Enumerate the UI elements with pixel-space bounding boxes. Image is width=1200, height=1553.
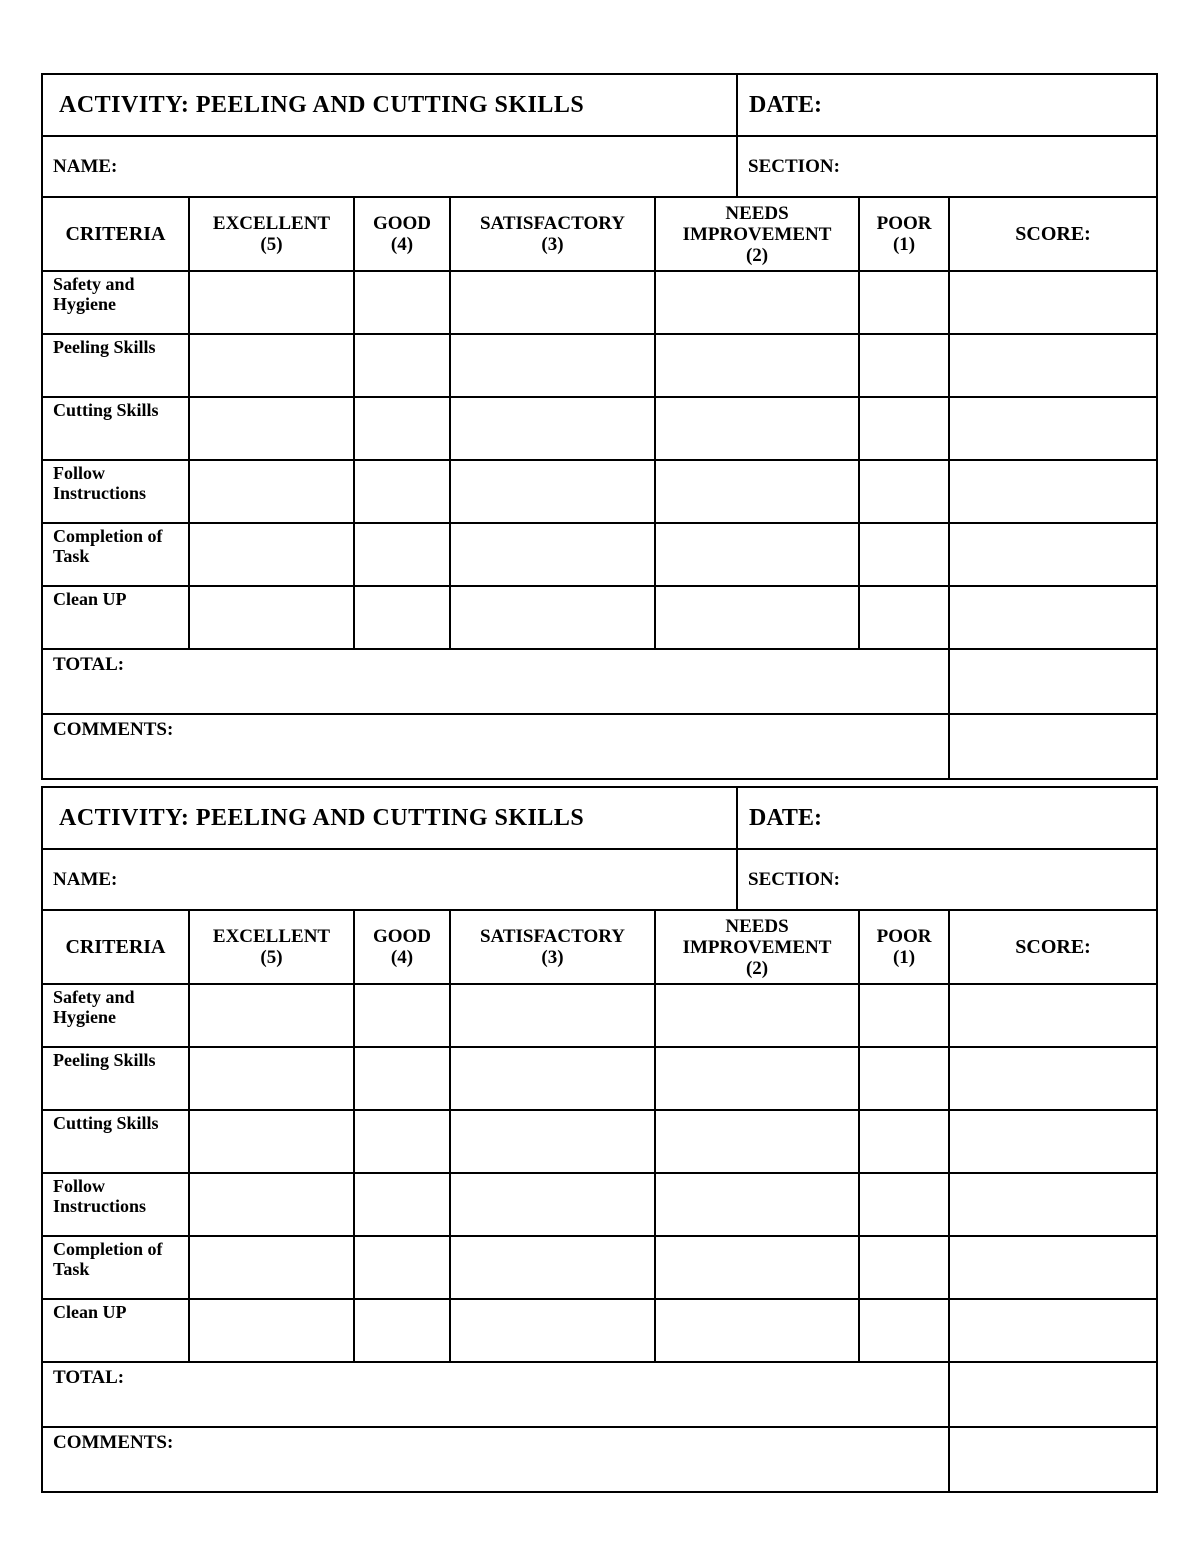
total-label: TOTAL:	[42, 649, 949, 714]
level-points: (4)	[390, 234, 414, 255]
needs-improvement-cell[interactable]	[655, 1173, 859, 1236]
excellent-header	[189, 197, 354, 271]
needs-improvement-cell[interactable]	[655, 460, 859, 523]
poor-header	[859, 197, 949, 271]
score-cell[interactable]	[949, 523, 1157, 586]
criterion-label: Follow Instructions	[42, 460, 189, 523]
level-label: NEEDS IMPROVEMENT	[682, 202, 832, 245]
level-label: SATISFACTORY	[479, 213, 626, 234]
poor-cell[interactable]	[859, 523, 949, 586]
needs-improvement-cell[interactable]	[655, 1236, 859, 1299]
level-points: (1)	[892, 234, 916, 255]
satisfactory-header	[450, 197, 655, 271]
needs-improvement-cell[interactable]	[655, 523, 859, 586]
level-points: (1)	[892, 947, 916, 968]
needs-improvement-header	[655, 910, 859, 984]
date-field[interactable]: DATE:	[737, 787, 1157, 849]
poor-cell[interactable]	[859, 1173, 949, 1236]
good-cell[interactable]	[354, 523, 450, 586]
level-label: POOR	[876, 213, 932, 234]
needs-improvement-cell[interactable]	[655, 271, 859, 334]
satisfactory-cell[interactable]	[450, 460, 655, 523]
table-row	[42, 984, 1157, 1047]
good-cell[interactable]	[354, 1110, 450, 1173]
excellent-cell[interactable]	[189, 1110, 354, 1173]
criterion-label: Clean UP	[42, 586, 189, 649]
rubric-form-1	[41, 73, 1156, 780]
satisfactory-cell[interactable]	[450, 1236, 655, 1299]
satisfactory-cell[interactable]	[450, 1173, 655, 1236]
poor-cell[interactable]	[859, 334, 949, 397]
table-row	[42, 1047, 1157, 1110]
table-row	[42, 460, 1157, 523]
level-label: GOOD	[372, 213, 432, 234]
level-label: NEEDS IMPROVEMENT	[682, 915, 832, 958]
criterion-label: Completion of Task	[42, 523, 189, 586]
score-cell[interactable]	[949, 397, 1157, 460]
excellent-cell[interactable]	[189, 1047, 354, 1110]
good-cell[interactable]	[354, 1299, 450, 1362]
satisfactory-cell[interactable]	[450, 271, 655, 334]
poor-cell[interactable]	[859, 984, 949, 1047]
date-field[interactable]: DATE:	[737, 74, 1157, 136]
comments-field[interactable]: COMMENTS:	[42, 1427, 949, 1492]
criterion-label: Follow Instructions	[42, 1173, 189, 1236]
good-cell[interactable]	[354, 397, 450, 460]
satisfactory-cell[interactable]	[450, 1110, 655, 1173]
needs-improvement-cell[interactable]	[655, 397, 859, 460]
criterion-label: Completion of Task	[42, 1236, 189, 1299]
excellent-cell[interactable]	[189, 523, 354, 586]
table-row	[42, 586, 1157, 649]
satisfactory-cell[interactable]	[450, 397, 655, 460]
satisfactory-cell[interactable]	[450, 1047, 655, 1110]
good-cell[interactable]	[354, 271, 450, 334]
good-cell[interactable]	[354, 1236, 450, 1299]
excellent-cell[interactable]	[189, 984, 354, 1047]
score-cell[interactable]	[949, 1236, 1157, 1299]
score-cell[interactable]	[949, 984, 1157, 1047]
good-cell[interactable]	[354, 334, 450, 397]
needs-improvement-cell[interactable]	[655, 1299, 859, 1362]
total-label: TOTAL:	[42, 1362, 949, 1427]
excellent-cell[interactable]	[189, 1173, 354, 1236]
score-cell[interactable]	[949, 1299, 1157, 1362]
level-points: (2)	[745, 957, 769, 979]
section-field[interactable]: SECTION:	[737, 136, 1157, 197]
score-cell[interactable]	[949, 460, 1157, 523]
criterion-label: Peeling Skills	[42, 1047, 189, 1110]
comments-score-cell[interactable]	[949, 714, 1157, 779]
good-header	[354, 197, 450, 271]
excellent-header	[189, 910, 354, 984]
activity-title: ACTIVITY: PEELING AND CUTTING SKILLS	[42, 74, 737, 136]
section-field[interactable]: SECTION:	[737, 849, 1157, 910]
satisfactory-cell[interactable]	[450, 586, 655, 649]
level-label: GOOD	[372, 926, 432, 947]
poor-cell[interactable]	[859, 1110, 949, 1173]
name-field[interactable]: NAME:	[42, 136, 737, 197]
excellent-cell[interactable]	[189, 397, 354, 460]
good-cell[interactable]	[354, 984, 450, 1047]
level-points: (5)	[260, 947, 283, 968]
table-row	[42, 1299, 1157, 1362]
good-cell[interactable]	[354, 586, 450, 649]
level-points: (3)	[541, 234, 564, 255]
criteria-header: CRITERIA	[42, 910, 189, 984]
table-row	[42, 334, 1157, 397]
good-cell[interactable]	[354, 1047, 450, 1110]
needs-improvement-cell[interactable]	[655, 984, 859, 1047]
good-cell[interactable]	[354, 460, 450, 523]
table-row	[42, 271, 1157, 334]
level-points: (3)	[541, 947, 564, 968]
rubric-form-2	[41, 786, 1156, 1493]
level-label: EXCELLENT	[212, 926, 331, 947]
needs-improvement-cell[interactable]	[655, 1047, 859, 1110]
comments-field[interactable]: COMMENTS:	[42, 714, 949, 779]
satisfactory-cell[interactable]	[450, 1299, 655, 1362]
excellent-cell[interactable]	[189, 1236, 354, 1299]
rubric-table	[41, 786, 1158, 1493]
satisfactory-cell[interactable]	[450, 984, 655, 1047]
criterion-label: Safety and Hygiene	[42, 984, 189, 1047]
criterion-label: Clean UP	[42, 1299, 189, 1362]
score-cell[interactable]	[949, 1047, 1157, 1110]
excellent-cell[interactable]	[189, 334, 354, 397]
score-cell[interactable]	[949, 271, 1157, 334]
table-row	[42, 1110, 1157, 1173]
level-label: SATISFACTORY	[479, 926, 626, 947]
satisfactory-cell[interactable]	[450, 334, 655, 397]
criterion-label: Safety and Hygiene	[42, 271, 189, 334]
needs-improvement-cell[interactable]	[655, 586, 859, 649]
poor-cell[interactable]	[859, 460, 949, 523]
level-points: (5)	[260, 234, 283, 255]
score-cell[interactable]	[949, 586, 1157, 649]
level-points: (2)	[745, 244, 769, 266]
score-cell[interactable]	[949, 1110, 1157, 1173]
satisfactory-cell[interactable]	[450, 523, 655, 586]
total-score-cell[interactable]	[949, 649, 1157, 714]
rubric-table	[41, 73, 1158, 780]
satisfactory-header	[450, 910, 655, 984]
poor-cell[interactable]	[859, 1236, 949, 1299]
poor-cell[interactable]	[859, 397, 949, 460]
name-field[interactable]: NAME:	[42, 849, 737, 910]
table-row	[42, 1173, 1157, 1236]
table-row	[42, 397, 1157, 460]
criteria-header: CRITERIA	[42, 197, 189, 271]
total-score-cell[interactable]	[949, 1362, 1157, 1427]
poor-cell[interactable]	[859, 1047, 949, 1110]
level-label: POOR	[876, 926, 932, 947]
poor-cell[interactable]	[859, 586, 949, 649]
criterion-label: Peeling Skills	[42, 334, 189, 397]
poor-cell[interactable]	[859, 271, 949, 334]
comments-score-cell[interactable]	[949, 1427, 1157, 1492]
score-header: SCORE:	[949, 910, 1157, 984]
score-header: SCORE:	[949, 197, 1157, 271]
excellent-cell[interactable]	[189, 460, 354, 523]
good-header	[354, 910, 450, 984]
table-row	[42, 523, 1157, 586]
excellent-cell[interactable]	[189, 586, 354, 649]
poor-cell[interactable]	[859, 1299, 949, 1362]
score-cell[interactable]	[949, 1173, 1157, 1236]
table-row	[42, 1236, 1157, 1299]
criterion-label: Cutting Skills	[42, 397, 189, 460]
level-label: EXCELLENT	[212, 213, 331, 234]
criterion-label: Cutting Skills	[42, 1110, 189, 1173]
needs-improvement-cell[interactable]	[655, 334, 859, 397]
activity-title: ACTIVITY: PEELING AND CUTTING SKILLS	[42, 787, 737, 849]
needs-improvement-cell[interactable]	[655, 1110, 859, 1173]
poor-header	[859, 910, 949, 984]
good-cell[interactable]	[354, 1173, 450, 1236]
excellent-cell[interactable]	[189, 1299, 354, 1362]
needs-improvement-header	[655, 197, 859, 271]
excellent-cell[interactable]	[189, 271, 354, 334]
level-points: (4)	[390, 947, 414, 968]
score-cell[interactable]	[949, 334, 1157, 397]
